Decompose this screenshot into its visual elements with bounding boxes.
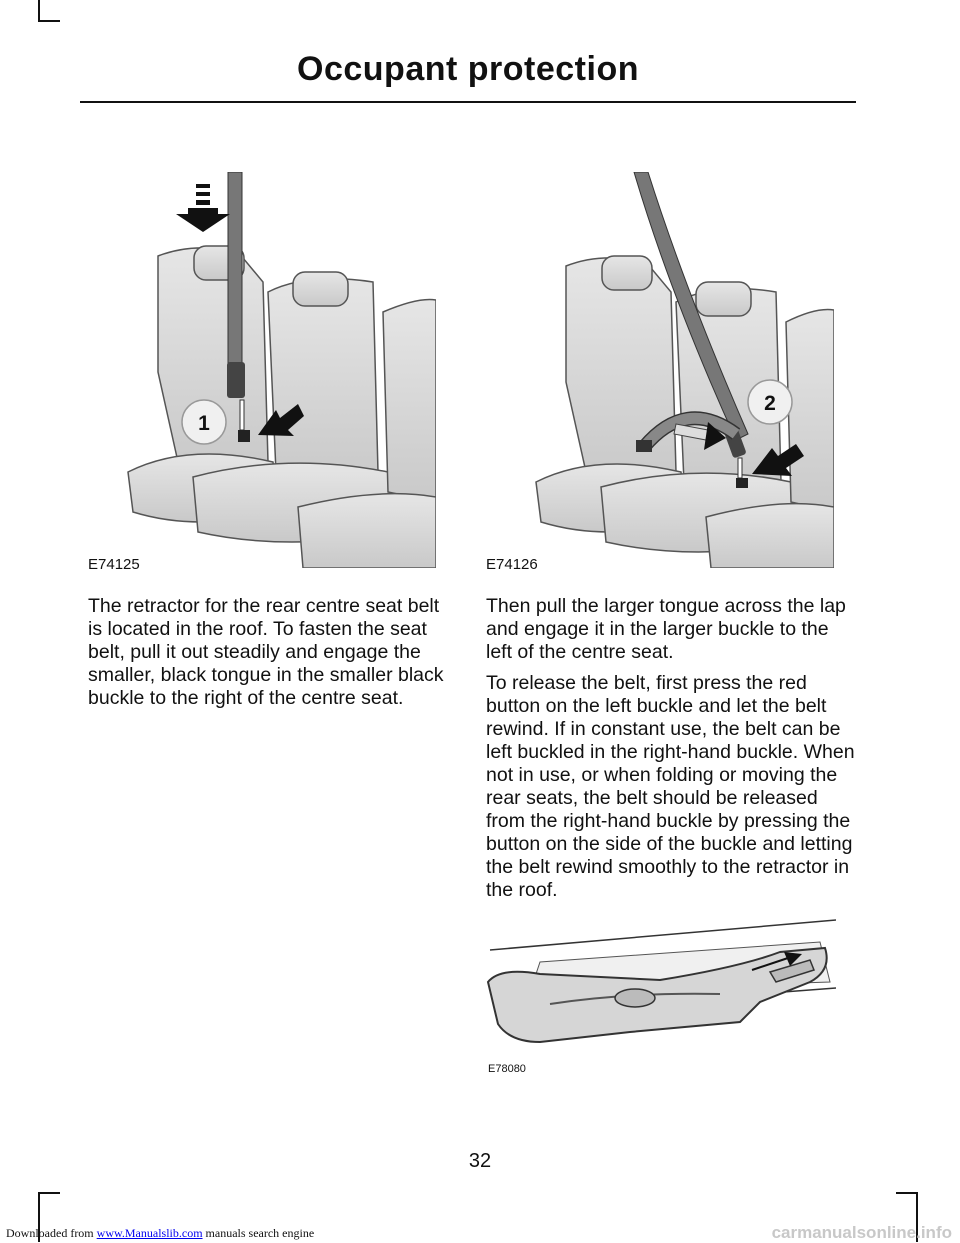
- crop-mark-bottom-left-h: [38, 1192, 60, 1194]
- watermark: carmanualsonline.info: [771, 1223, 952, 1242]
- figure-bottom-code: E78080: [488, 1063, 526, 1075]
- callout-number-2: 2: [764, 392, 776, 415]
- buckle: [736, 478, 748, 488]
- page-number: 32: [468, 1150, 492, 1172]
- figure-left-code: E74125: [88, 556, 140, 573]
- crop-mark-top-left-h: [38, 20, 60, 22]
- figure-right-seat-belt: [486, 172, 834, 568]
- figure-left-seat-belt: [88, 172, 436, 568]
- footer-link[interactable]: www.Manualslib.com: [96, 1226, 203, 1240]
- seat-belt-strap: [228, 172, 242, 382]
- right-paragraph-2: To release the belt, first press the red button on the left buckle and let the belt rewind. If in constant use, the belt can be left buckled in the right-hand buckle. When not in use, or when folding or moving the rear seats, the belt should be released from the right-hand buckle by pressing the button on the side of the buckle and letting the belt rewind smoothly to the retractor in the roof.: [486, 672, 855, 901]
- figure-right-code: E74126: [486, 556, 538, 573]
- lap-tongue: [636, 440, 652, 452]
- callout-number-1: 1: [198, 412, 210, 435]
- left-paragraph: The retractor for the rear centre seat belt is located in the roof. To fasten the seat belt, pull it out steadily and engage the smaller, black tongue in the smaller black buckle to the right of the centre seat.: [88, 595, 444, 709]
- crop-mark-top-left-v: [38, 0, 40, 22]
- figure-bottom-buckle: [480, 912, 836, 1068]
- footer-prefix: Downloaded from: [6, 1226, 94, 1240]
- title-rule: [80, 101, 856, 103]
- buckle: [238, 430, 250, 442]
- footer-download-line: [6, 1226, 314, 1241]
- crop-mark-bottom-right-h: [896, 1192, 918, 1194]
- page-title: Occupant protection: [297, 50, 639, 88]
- right-paragraph-1: Then pull the larger tongue across the lap and engage it in the larger buckle to the left of the centre seat.: [486, 595, 846, 663]
- footer-suffix: manuals search engine: [205, 1226, 315, 1240]
- seat-belt-tongue: [227, 362, 245, 398]
